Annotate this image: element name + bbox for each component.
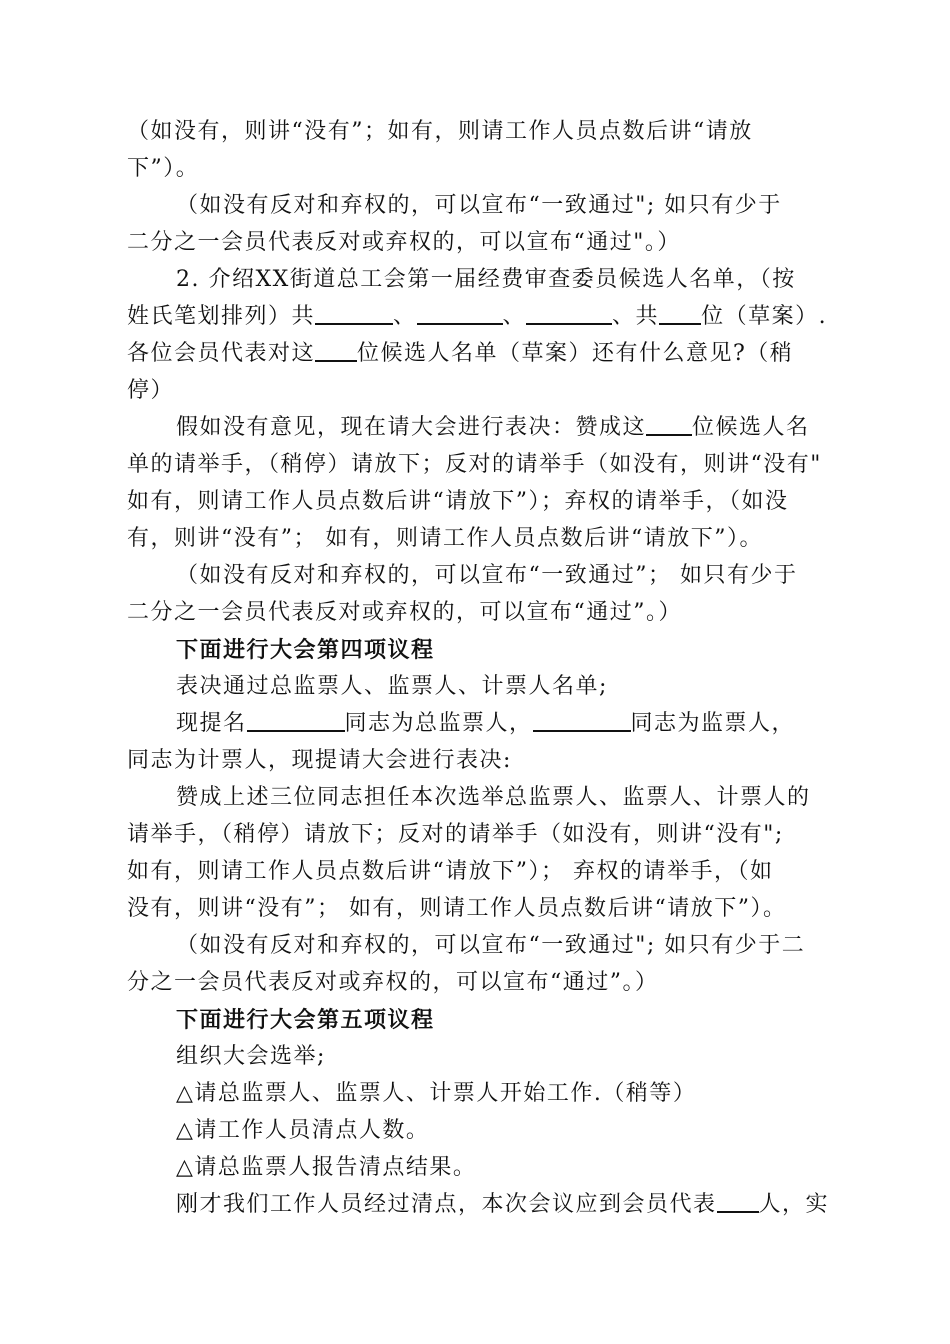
paragraph-line: 表决通过总监票人、监票人、计票人名单;	[176, 674, 608, 699]
paragraph-line: △请工作人员清点人数。	[176, 1118, 430, 1143]
paragraph-line: 单的请举手，（稍停）请放下；反对的请举手（如没有，则讲“没有"	[127, 452, 822, 477]
text-span: 姓氏笔划排列）共	[127, 304, 316, 329]
paragraph-line: 同志为计票人，现提请大会进行表决:	[127, 748, 512, 773]
text-span: 同志为总监票人，	[344, 711, 533, 736]
paragraph-line: 没有，则讲“没有”； 如有，则请工作人员点数后讲“请放下”）。	[127, 896, 787, 921]
paragraph-line: 有，则讲“没有”； 如有，则请工作人员点数后讲“请放下”）。	[127, 526, 763, 551]
fill-blank	[717, 1189, 759, 1213]
text-span: 、	[393, 304, 417, 329]
paragraph-line: 赞成上述三位同志担任本次选举总监票人、监票人、计票人的	[176, 785, 811, 810]
paragraph-line: 如有，则请工作人员点数后讲“请放下”）； 弃权的请举手，（如	[127, 859, 774, 884]
paragraph-line: （如没有反对和弃权的，可以宣布“一致通过"; 如只有少于	[176, 193, 782, 218]
fill-blank	[315, 301, 393, 325]
text-span: 位候选人名单（草案）还有什么意见?（稍	[357, 341, 794, 366]
fill-blank	[315, 338, 357, 362]
paragraph-line: （如没有反对和弃权的，可以宣布“一致通过”； 如只有少于	[176, 563, 798, 588]
paragraph-line: 二分之一会员代表反对或弃权的，可以宣布“通过”。）	[127, 600, 682, 625]
paragraph-line: 二分之一会员代表反对或弃权的，可以宣布“通过"。）	[127, 230, 681, 255]
paragraph-line: 分之一会员代表反对或弃权的，可以宣布“通过”。）	[127, 970, 659, 995]
section-heading-agenda-5: 下面进行大会第五项议程	[176, 1007, 435, 1033]
candidate-list-line	[127, 301, 827, 333]
paragraph-line: △请总监票人报告清点结果。	[176, 1155, 477, 1180]
fill-blank	[247, 708, 345, 732]
paragraph-line: △请总监票人、监票人、计票人开始工作.（稍等）	[176, 1081, 697, 1106]
paragraph-line	[127, 338, 793, 370]
paragraph-line: 停）	[127, 378, 175, 403]
nomination-line	[176, 708, 795, 740]
paragraph-line: （如没有，则讲“没有”；如有，则请工作人员点数后讲“请放	[127, 119, 753, 144]
text-span: 、共	[612, 304, 660, 329]
text-span: 刚才我们工作人员经过清点，本次会议应到会员代表	[176, 1192, 717, 1217]
paragraph-line: 组织大会选举;	[176, 1044, 326, 1069]
paragraph-line	[176, 412, 810, 444]
section-heading-agenda-4: 下面进行大会第四项议程	[176, 637, 435, 663]
text-span: 、	[502, 304, 527, 329]
paragraph-line: （如没有反对和弃权的，可以宣布“一致通过"; 如只有少于二	[176, 933, 806, 958]
fill-blank	[533, 708, 631, 732]
paragraph-line: 请举手，（稍停）请放下；反对的请举手（如没有，则讲“没有";	[127, 822, 784, 847]
text-span: 同志为监票人，	[630, 711, 796, 736]
fill-blank	[646, 412, 692, 436]
paragraph-line: 如有，则请工作人员点数后讲“请放下”）；弃权的请举手，（如没	[127, 489, 789, 514]
paragraph-line: 下”）。	[127, 156, 200, 181]
text-span: 各位会员代表对这	[127, 341, 316, 366]
fill-blank	[526, 301, 612, 325]
paragraph-line: 2. 介绍XX街道总工会第一届经费审查委员候选人名单，（按	[176, 267, 796, 292]
fill-blank	[659, 301, 701, 325]
fill-blank	[417, 301, 503, 325]
text-span: 人，实	[758, 1192, 830, 1217]
text-span: 位候选人名	[692, 415, 810, 440]
text-span: 假如没有意见，现在请大会进行表决：赞成这	[176, 415, 647, 440]
text-span: 现提名	[176, 711, 247, 736]
paragraph-line	[176, 1189, 829, 1221]
text-span: 位（草案）.	[701, 304, 828, 329]
